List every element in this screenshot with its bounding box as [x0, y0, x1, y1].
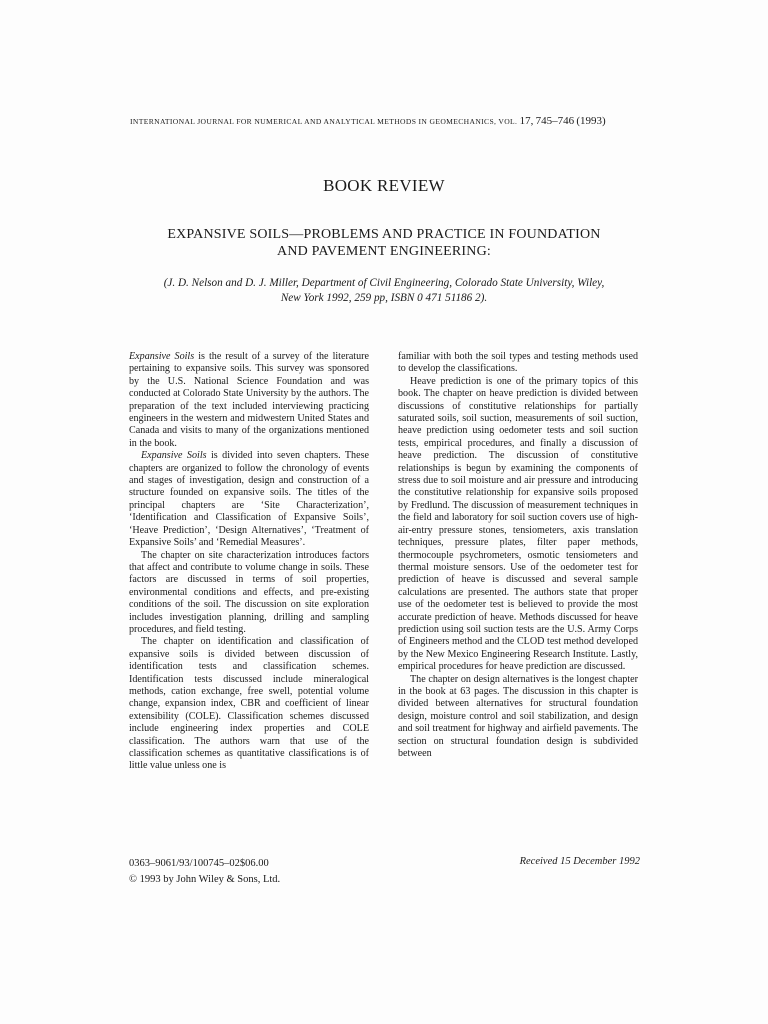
paragraph: familiar with both the soil types and testing methods used to develop the classifications. — [398, 351, 638, 375]
paragraph-text: is the result of a survey of the literature pertaining to expansive soils. This survey was sponsored by the U.S. National Science Foundation and was conducted at Colorado State University by the authors. The preparation of the text included interviewing practicing engineers in the western and midwestern United States and Canada and visits to many of the organizations mentioned in the book. — [129, 351, 369, 449]
paragraph: The chapter on site characterization introduces factors that affect and contribute to volume change in soils. These factors are discussed in terms of soil properties, environmental conditions and effects, and pre-existing conditions of the soil. The discussion on site exploration includes investigation planning, drilling and sampling procedures, and field testing. — [129, 549, 369, 635]
paragraph: The chapter on design alternatives is the longest chapter in the book at 63 pages. The discussion in this chapter is divided between alternatives for structural foundation design, moisture control and soil stabilization, and design and soil treatment for highway and airfield pavements. The section on structural foundation design is subdivided between — [398, 673, 638, 759]
paragraph-text: is divided into seven chapters. These chapters are organized to follow the chronology of events and stages of investigation, design and construction of a structure founded on expansive soils. The titles of the principal chapters are ‘Site Characterization’, ‘Identification and Classification of Expansive Soils’, ‘Heave Prediction’, ‘Design Alternatives’, ‘Treatment of Expansive Soils’ and ‘Remedial Measures’. — [129, 450, 369, 549]
citation-line-2: New York 1992, 259 pp, ISBN 0 471 51186 2). — [280, 292, 488, 304]
journal-pages: 745–746 — [535, 115, 575, 127]
section-title: BOOK REVIEW — [323, 176, 445, 195]
copyright: © 1993 by John Wiley & Sons, Ltd. — [129, 874, 281, 885]
paragraph: The chapter on identification and classification of expansive soils is divided between discussion of identification tests and classification schemes. Identification tests discussed include mineralogical methods, cation exchange, free swell, potential volume change, expansion index, CBR and coefficient of linear extensibility (COLE). Classification schemes discussed include engineering index properties and COLE classification. The authors warn that use of the classification schemes as quantitative classifications is of little value unless one is — [129, 636, 369, 772]
issn-code: 0363–9061/93/100745–02$06.00 — [129, 858, 269, 869]
right-column — [398, 351, 638, 760]
journal-name: INTERNATIONAL JOURNAL FOR NUMERICAL AND ANALYTICAL METHODS IN GEOMECHANICS, VOL. — [130, 117, 518, 126]
journal-header — [130, 115, 650, 127]
paragraph — [129, 450, 369, 549]
paragraph: Heave prediction is one of the primary topics of this book. The chapter on heave prediction is divided between discussions of constitutive relationships for partially saturated soils, soil suction, measurements of soil suction, heave prediction using oedometer tests and soil suction tests, empirical procedures, and finally a discussion of heave prediction. The discussion of constitutive relationships is begun by examining the components of stress due to soil moisture and air pressure and introducing the constitutive relationship for expansive soils proposed by Fredlund. The discussion of measurement techniques in the field and laboratory for soil suction covers use of high-air-entry pressure stones, tensiometers, axis translation techniques, pressure plates, filter paper methods, thermocouple psychrometers, osmotic tensiometers and thermal moisture sensors. Use of the oedometer test for prediction of heave is discussed and several sample calculations are presented. The authors state that proper use of the oedometer test is believed to provide the most accurate prediction of heave. Methods discussed for heave prediction using soil suction tests are the U.S. Army Corps of Engineers method and the CLOD test method developed by the New Mexico Engineering Research Institute. Lastly, empirical procedures for heave prediction are discussed. — [398, 375, 638, 673]
book-title-inline: Expansive Soils — [129, 351, 195, 362]
review-title — [120, 226, 648, 260]
book-citation — [126, 276, 642, 306]
journal-year: (1993) — [576, 115, 606, 127]
book-title-inline: Expansive Soils — [141, 450, 207, 462]
citation-line-1: (J. D. Nelson and D. J. Miller, Department of Civil Engineering, Colorado State University, Wiley, — [163, 277, 605, 289]
received-date: Received 15 December 1992 — [519, 856, 640, 867]
footer-publication-info — [129, 856, 389, 888]
paragraph — [129, 351, 369, 450]
left-column — [129, 351, 369, 773]
journal-volume: 17, — [519, 115, 534, 127]
review-title-line-1: EXPANSIVE SOILS—PROBLEMS AND PRACTICE IN FOUNDATION — [167, 227, 601, 242]
review-title-line-2: AND PAVEMENT ENGINEERING: — [277, 244, 491, 259]
